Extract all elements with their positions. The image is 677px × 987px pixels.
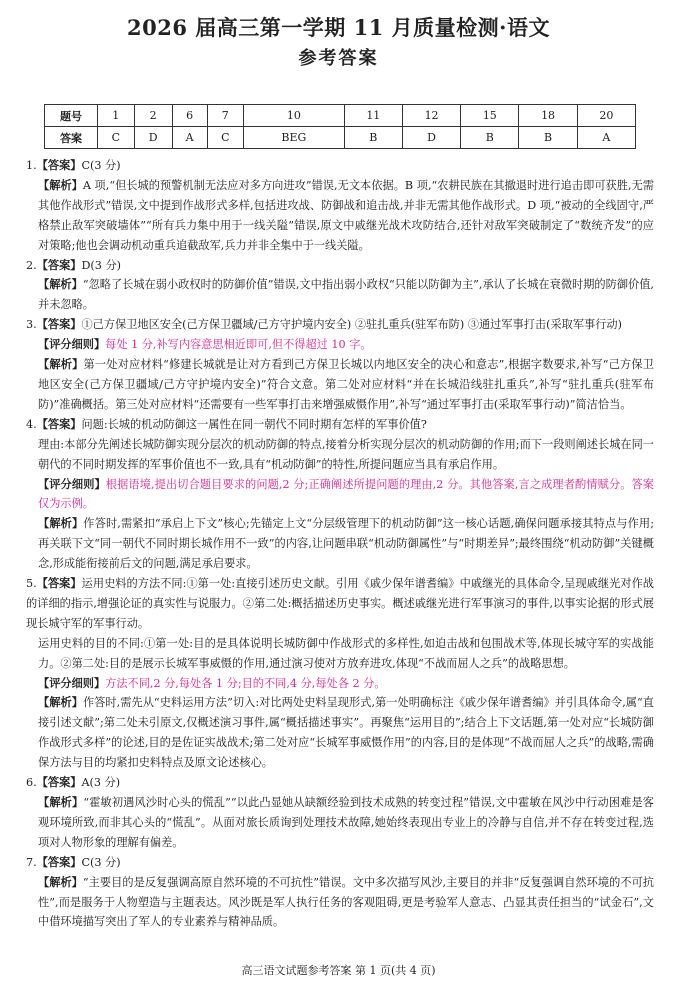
number-row-label: 题号 (45, 105, 98, 127)
analysis-paragraph: 【解析】作答时,需紧扣“承启上下文”核心;先锚定上文“分层级管理下的机动防御”这一核心话题,确保问题承接其特点与作用;再关联下文“同一朝代不同时期长城作用不一致”的内容,让问题串联“机动防御属性”与“时期差异”;最终围绕“机动防御”关键概念,形成能衔接前后文的问题,满足承启要求。 (38, 517, 654, 571)
page-subtitle: 参考答案 (298, 48, 379, 69)
answer-cell: C (207, 127, 244, 149)
question-number: 2 (134, 105, 172, 127)
question-number: 11 (344, 105, 402, 127)
page-footer: 高三语文试题参考答案 第 1 页(共 4 页) (241, 964, 436, 977)
analysis-paragraph: 【解析】“霍敏初遇风沙时心头的慌乱”“以此凸显她从缺额经验到技术成熟的转变过程”错误,文中霍敏在风沙中行动困难是客观环境所致,而非其心头的“慌乱”。从面对旅长质询到处理技术故障,她始终表现出专业上的冷静与自信,并不存在转变过程,选项对人物形象的理解有偏差。 (38, 796, 654, 849)
purpose-paragraph: 运用史料的目的不同:①第一处:目的是具体说明长城防御中作战形式的多样性,如迫击战和包围战术等,体现长城守军的实战能力。②第二处:目的是展示长城军事威慑的作用,通过演习使对方放弃进攻,体现“不战而屈人之兵”的战略思想。 (38, 636, 654, 670)
answer-body (26, 156, 654, 932)
question-number: 12 (402, 105, 460, 127)
answer-heading: 6.【答案】A(3 分) (26, 776, 121, 790)
scoring-rules: 【评分细则】方法不同,2 分,每处各 1 分;目的不同,4 分,每处各 2 分。 (38, 676, 386, 690)
answer-cell: A (577, 127, 635, 149)
page-title: 2026 届高三第一学期 11 月质量检测·语文 (127, 15, 550, 40)
answer-table-answer-row (45, 127, 636, 149)
answer-table-number-row (45, 105, 636, 127)
answer-cell: C (98, 127, 135, 149)
answer-cell: B (344, 127, 402, 149)
answer-cell: D (134, 127, 172, 149)
analysis-paragraph: 【解析】“忽略了长城在弱小政权时的防御价值”错误,文中指出弱小政权“只能以防御为主”,承认了长城在衰微时期的防御价值,并未忽略。 (38, 278, 654, 312)
answer-heading: 7.【答案】C(3 分) (26, 855, 121, 869)
answer-heading: 4.【答案】问题:长城的机动防御这一属性在同一朝代不同时期有怎样的军事价值? (26, 417, 427, 431)
question-number: 15 (461, 105, 519, 127)
question-number: 18 (519, 105, 577, 127)
analysis-paragraph: 【解析】“主要目的是反复强调高原自然环境的不可抗性”错误。文中多次描写风沙,主要目的并非“反复强调自然环境的不可抗性”,而是服务于人物塑造与主题表达。风沙既是军人执行任务的客观阻碍,更是考验军人意志、凸显其责任担当的“试金石”,文中借环境描写突出了军人的专业素养与精神品质。 (38, 875, 654, 929)
question-number: 10 (244, 105, 345, 127)
answer-cell: B (519, 127, 577, 149)
answer-row-label: 答案 (45, 127, 98, 149)
reason-paragraph: 理由:本部分先阐述长城防御实现分层次的机动防御的特点,接着分析实现分层次的机动防御的作用;而下一段则阐述长城在同一朝代的不同时期发挥的军事价值也不一致,具有“机动防御”的特性,所提问题应当具有承启作用。 (38, 437, 654, 471)
answer-heading: 1.【答案】C(3 分) (26, 159, 121, 172)
answer-cell: A (172, 127, 207, 149)
analysis-paragraph: 【解析】第一处对应材料“修建长城就是让对方看到己方保卫长城以内地区安全的决心和意志”,根据字数要求,补写“己方保卫地区安全(己方保卫疆域/己方守护境内安全)”符合文意。第二处对应材料“并在长城沿线驻扎重兵”,补写“驻扎重兵(驻军布防)”准确概括。第三处对应材料“还需要有一些军事打击来增强威慑作用”,补写“通过军事打击(采取军事行动)”简洁恰当。 (38, 358, 654, 411)
analysis-paragraph: 【解析】作答时,需先从“史料运用方法”切入:对比两处史料呈现形式,第一处明确标注《戚少保年谱耆编》并引具体命令,属“直接引述文献”;第二处未引原文,仅概述演习事件,属“概括描述事实”。再聚焦“运用目的”;结合上下文话题,第一处对应“长城防御作战形式多样”的论述,目的是佐证实战战术;第二处对应“长城军事威慑作用”的内容,目的是体现“不战而屈人之兵”的战略,需确保方法与目的均紧扣史料特点及原文论述核心。 (38, 696, 654, 770)
question-number: 6 (172, 105, 207, 127)
answer-cell: BEG (244, 127, 345, 149)
answer-table (44, 104, 636, 149)
answer-heading: 5.【答案】运用史料的方法不同:①第一处:直接引述历史文献。引用《戚少保年谱耆编》中戚继光的具体命令,呈现戚继光对作战的详细的指示,增强论证的真实性与说服力。②第二处:概括描述历史事实。概述戚继光进行军事演习的事件,以事实论据的形式展现长城守军的军事行动。 (26, 577, 654, 630)
answer-cell: B (461, 127, 519, 149)
answer-cell: D (402, 127, 460, 149)
question-number: 20 (577, 105, 635, 127)
scoring-rules: 【评分细则】根据语境,提出切合题目要求的问题,2 分;正确阐述所提问题的理由,2 分。其他答案,言之成理者酌情赋分。答案仅为示例。 (38, 477, 654, 511)
answer-heading: 3.【答案】①己方保卫地区安全(己方保卫疆域/己方守护境内安全) ②驻扎重兵(驻军布防) ③通过军事打击(采取军事行动) (26, 318, 622, 332)
question-number: 1 (98, 105, 135, 127)
scoring-rules: 【评分细则】每处 1 分,补写内容意思相近即可,但不得超过 10 字。 (38, 338, 372, 352)
question-number: 7 (207, 105, 244, 127)
answer-heading: 2.【答案】D(3 分) (26, 258, 122, 272)
analysis-paragraph: 【解析】A 项,“但长城的预警机制无法应对多方向进攻”错误,无文本依据。B 项,“农耕民族在其撤退时进行追击即可获胜,无需其他作战形式”错误,文中提到作战形式多样,包括进攻战、防御战和追击战,并非无需其他作战形式。D 项,“被动的全线固守,严格禁止敌军突破墙体”“所有兵力集中用于一线关隘”错误,原文中戚继光战术攻防结合,还针对敌军突破制定了“数统齐发”的应对策略;他也会调动机动重兵追截敌军,兵力并非全集中于一线关隘。 (38, 178, 654, 252)
